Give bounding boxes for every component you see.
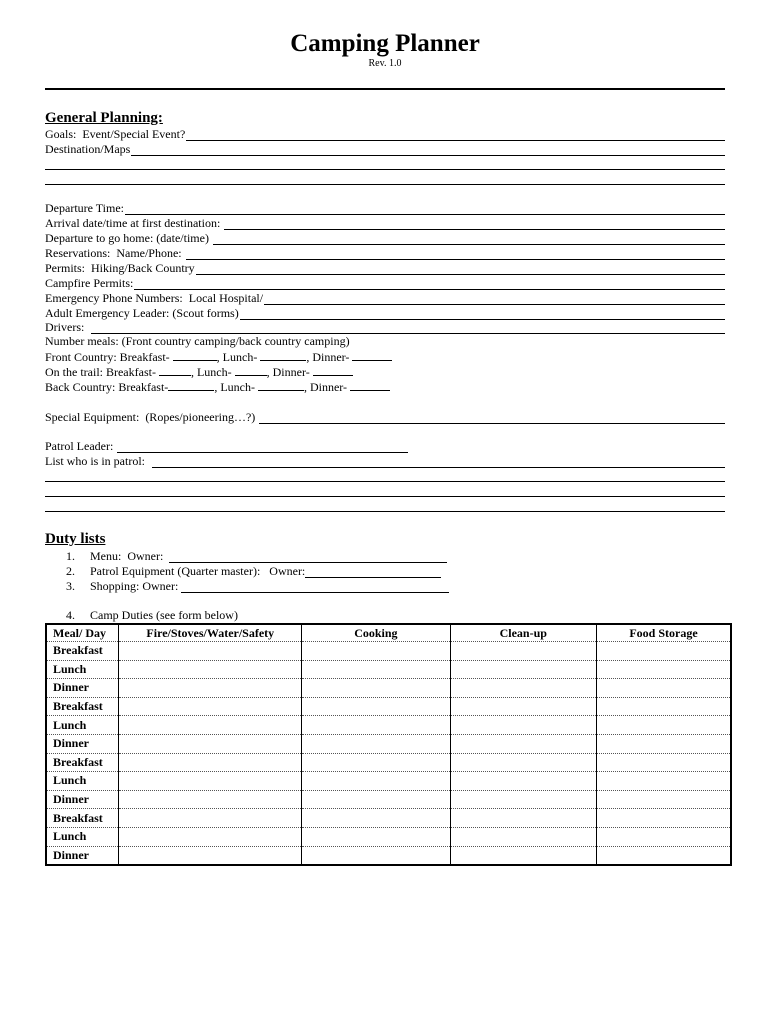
back-country-label: Back Country: Breakfast- bbox=[45, 380, 169, 394]
meal-cell: Dinner bbox=[46, 679, 119, 698]
front-lunch-line[interactable] bbox=[260, 349, 306, 361]
meal-cell: Breakfast bbox=[46, 753, 119, 772]
duty-item-equipment[interactable] bbox=[66, 563, 441, 578]
table-header-row bbox=[46, 624, 731, 642]
meal-cell: Dinner bbox=[46, 790, 119, 809]
duty-entry-cell[interactable] bbox=[119, 642, 302, 661]
duty-entry-cell[interactable] bbox=[596, 642, 731, 661]
duty-entry-cell[interactable] bbox=[450, 660, 596, 679]
meal-cell: Dinner bbox=[46, 734, 119, 753]
camp-duties-table bbox=[45, 623, 732, 866]
column-header: Cooking bbox=[302, 624, 450, 642]
list-number: 3. bbox=[66, 579, 75, 593]
permits-field[interactable] bbox=[45, 260, 725, 275]
duty-entry-cell[interactable] bbox=[119, 753, 302, 772]
duty-entry-cell[interactable] bbox=[596, 809, 731, 828]
column-header: Fire/Stoves/Water/Safety bbox=[119, 624, 302, 642]
column-header: Food Storage bbox=[596, 624, 731, 642]
trail-breakfast-line[interactable] bbox=[159, 364, 191, 376]
table-row bbox=[46, 809, 731, 828]
duty-entry-cell[interactable] bbox=[596, 772, 731, 791]
adult-leader-field[interactable] bbox=[45, 305, 725, 320]
patrol-blank-line[interactable] bbox=[45, 496, 725, 497]
revision-label: Rev. 1.0 bbox=[368, 58, 402, 69]
front-breakfast-line[interactable] bbox=[173, 349, 217, 361]
special-equipment-line[interactable] bbox=[259, 412, 725, 424]
table-row bbox=[46, 827, 731, 846]
duty-entry-cell[interactable] bbox=[119, 846, 302, 865]
duty-entry-cell[interactable] bbox=[302, 734, 450, 753]
goals-line[interactable] bbox=[186, 129, 725, 141]
list-number: 2. bbox=[66, 564, 75, 578]
permits-line[interactable] bbox=[196, 263, 725, 275]
destination-blank-line[interactable] bbox=[45, 184, 725, 185]
table-row bbox=[46, 772, 731, 791]
duty-entry-cell[interactable] bbox=[119, 827, 302, 846]
departure-home-label: Departure to go home: (date/time) bbox=[45, 231, 212, 245]
duty-entry-cell[interactable] bbox=[450, 846, 596, 865]
campfire-permits-label: Campfire Permits: bbox=[45, 276, 134, 290]
duty-entry-cell[interactable] bbox=[450, 827, 596, 846]
table-row bbox=[46, 716, 731, 735]
meal-cell: Lunch bbox=[46, 772, 119, 791]
departure-home-field[interactable] bbox=[45, 230, 725, 245]
back-dinner-label: , Dinner- bbox=[303, 380, 351, 394]
arrival-line[interactable] bbox=[224, 218, 725, 230]
permits-label: Permits: Hiking/Back Country bbox=[45, 261, 195, 275]
front-dinner-label: , Dinner- bbox=[306, 350, 353, 364]
duty-entry-cell[interactable] bbox=[302, 716, 450, 735]
departure-home-line[interactable] bbox=[213, 233, 725, 245]
destination-field[interactable] bbox=[45, 141, 725, 156]
campfire-permits-line[interactable] bbox=[134, 278, 725, 290]
departure-time-line[interactable] bbox=[125, 203, 725, 215]
patrol-leader-field[interactable] bbox=[45, 438, 408, 453]
general-planning-heading: General Planning: bbox=[45, 110, 163, 126]
duty-entry-cell[interactable] bbox=[596, 753, 731, 772]
departure-time-label: Departure Time: bbox=[45, 201, 124, 215]
table-row bbox=[46, 753, 731, 772]
back-breakfast-line[interactable] bbox=[168, 379, 214, 391]
table-row bbox=[46, 697, 731, 716]
duty-entry-cell[interactable] bbox=[450, 772, 596, 791]
back-country-meals[interactable] bbox=[45, 379, 390, 394]
column-header: Meal/ Day bbox=[46, 624, 119, 642]
duty-entry-cell[interactable] bbox=[119, 772, 302, 791]
drivers-line[interactable] bbox=[91, 322, 725, 334]
table-row bbox=[46, 679, 731, 698]
emergency-phone-field[interactable] bbox=[45, 290, 725, 305]
patrol-blank-line[interactable] bbox=[45, 511, 725, 512]
page-title: Camping Planner bbox=[290, 30, 480, 57]
patrol-blank-line[interactable] bbox=[45, 481, 725, 482]
back-dinner-line[interactable] bbox=[350, 379, 390, 391]
duty-item-menu[interactable] bbox=[66, 548, 447, 563]
duty-entry-cell[interactable] bbox=[119, 809, 302, 828]
meal-cell: Lunch bbox=[46, 827, 119, 846]
on-trail-meals[interactable] bbox=[45, 364, 353, 379]
special-equipment-field[interactable] bbox=[45, 409, 725, 424]
table-row bbox=[46, 642, 731, 661]
duty-entry-cell[interactable] bbox=[450, 642, 596, 661]
front-country-meals[interactable] bbox=[45, 349, 392, 364]
meal-cell: Lunch bbox=[46, 660, 119, 679]
back-lunch-line[interactable] bbox=[258, 379, 304, 391]
destination-blank-line[interactable] bbox=[45, 169, 725, 170]
list-label: Menu: Owner: bbox=[90, 549, 170, 563]
on-trail-label: On the trail: Breakfast- bbox=[45, 365, 159, 379]
destination-line[interactable] bbox=[131, 144, 725, 156]
trail-dinner-label: , Dinner- bbox=[266, 365, 313, 379]
reservations-field[interactable] bbox=[45, 245, 725, 260]
patrol-list-label: List who is in patrol: bbox=[45, 454, 151, 468]
front-dinner-line[interactable] bbox=[352, 349, 392, 361]
front-country-label: Front Country: Breakfast- bbox=[45, 350, 173, 364]
duty-entry-cell[interactable] bbox=[450, 679, 596, 698]
special-equipment-label: Special Equipment: (Ropes/pioneering…?) bbox=[45, 410, 259, 424]
duty-entry-cell[interactable] bbox=[302, 660, 450, 679]
patrol-leader-label: Patrol Leader: bbox=[45, 439, 117, 453]
column-header: Clean-up bbox=[450, 624, 596, 642]
list-number: 1. bbox=[66, 549, 75, 563]
duty-entry-cell[interactable] bbox=[596, 846, 731, 865]
shopping-owner-line[interactable] bbox=[181, 581, 449, 593]
duty-entry-cell[interactable] bbox=[450, 734, 596, 753]
patrol-leader-line[interactable] bbox=[117, 441, 408, 453]
duty-entry-cell[interactable] bbox=[302, 846, 450, 865]
meal-cell: Dinner bbox=[46, 846, 119, 865]
duty-entry-cell[interactable] bbox=[119, 660, 302, 679]
duty-entry-cell[interactable] bbox=[596, 827, 731, 846]
duty-entry-cell[interactable] bbox=[302, 772, 450, 791]
title-divider bbox=[45, 88, 725, 90]
duty-entry-cell[interactable] bbox=[302, 827, 450, 846]
duty-entry-cell[interactable] bbox=[119, 679, 302, 698]
patrol-list-line[interactable] bbox=[152, 456, 725, 468]
duty-entry-cell[interactable] bbox=[450, 716, 596, 735]
number-meals-label: Number meals: (Front country camping/back country camping) bbox=[45, 334, 350, 348]
arrival-field[interactable] bbox=[45, 215, 725, 230]
destination-label: Destination/Maps bbox=[45, 142, 131, 156]
duty-entry-cell[interactable] bbox=[302, 642, 450, 661]
departure-time-field[interactable] bbox=[45, 200, 725, 215]
goals-label: Goals: Event/Special Event? bbox=[45, 127, 186, 141]
table-row bbox=[46, 790, 731, 809]
reservations-label: Reservations: Name/Phone: bbox=[45, 246, 185, 260]
list-label: Patrol Equipment (Quarter master): Owner: bbox=[90, 564, 306, 578]
duty-entry-cell[interactable] bbox=[302, 697, 450, 716]
duty-entry-cell[interactable] bbox=[596, 734, 731, 753]
duty-entry-cell[interactable] bbox=[119, 716, 302, 735]
duty-table-body bbox=[46, 642, 731, 866]
duty-entry-cell[interactable] bbox=[302, 679, 450, 698]
duty-entry-cell[interactable] bbox=[450, 697, 596, 716]
patrol-list-field[interactable] bbox=[45, 453, 725, 468]
duty-entry-cell[interactable] bbox=[119, 790, 302, 809]
trail-lunch-label: , Lunch- bbox=[190, 365, 235, 379]
list-label: Shopping: Owner: bbox=[90, 579, 182, 593]
table-row bbox=[46, 846, 731, 865]
duty-item-camp-duties bbox=[66, 607, 238, 622]
emergency-phone-label: Emergency Phone Numbers: Local Hospital/ bbox=[45, 291, 264, 305]
table-row bbox=[46, 734, 731, 753]
duty-item-shopping[interactable] bbox=[66, 578, 449, 593]
table-row bbox=[46, 660, 731, 679]
emergency-phone-line[interactable] bbox=[264, 293, 725, 305]
list-label: Camp Duties (see form below) bbox=[90, 608, 238, 622]
meal-cell: Breakfast bbox=[46, 697, 119, 716]
adult-leader-label: Adult Emergency Leader: (Scout forms) bbox=[45, 306, 239, 320]
duty-entry-cell[interactable] bbox=[596, 679, 731, 698]
menu-owner-line[interactable] bbox=[169, 551, 447, 563]
duty-entry-cell[interactable] bbox=[119, 734, 302, 753]
reservations-line[interactable] bbox=[186, 248, 725, 260]
duty-entry-cell[interactable] bbox=[450, 790, 596, 809]
campfire-permits-field[interactable] bbox=[45, 275, 725, 290]
drivers-label: Drivers: bbox=[45, 320, 91, 334]
duty-entry-cell[interactable] bbox=[302, 809, 450, 828]
meal-cell: Breakfast bbox=[46, 642, 119, 661]
back-lunch-label: , Lunch- bbox=[214, 380, 258, 394]
arrival-label: Arrival date/time at first destination: bbox=[45, 216, 224, 230]
duty-entry-cell[interactable] bbox=[596, 716, 731, 735]
list-number: 4. bbox=[66, 608, 75, 622]
duty-entry-cell[interactable] bbox=[302, 790, 450, 809]
front-lunch-label: , Lunch- bbox=[216, 350, 261, 364]
meal-cell: Lunch bbox=[46, 716, 119, 735]
trail-lunch-line[interactable] bbox=[235, 364, 267, 376]
goals-field[interactable] bbox=[45, 126, 725, 141]
trail-dinner-line[interactable] bbox=[313, 364, 353, 376]
duty-entry-cell[interactable] bbox=[596, 790, 731, 809]
duty-entry-cell[interactable] bbox=[450, 753, 596, 772]
duty-entry-cell[interactable] bbox=[596, 660, 731, 679]
meal-cell: Breakfast bbox=[46, 809, 119, 828]
drivers-field[interactable] bbox=[45, 319, 725, 334]
duty-entry-cell[interactable] bbox=[302, 753, 450, 772]
duty-lists-heading: Duty lists bbox=[45, 531, 106, 547]
duty-entry-cell[interactable] bbox=[119, 697, 302, 716]
equipment-owner-line[interactable] bbox=[305, 566, 441, 578]
duty-entry-cell[interactable] bbox=[450, 809, 596, 828]
duty-entry-cell[interactable] bbox=[596, 697, 731, 716]
